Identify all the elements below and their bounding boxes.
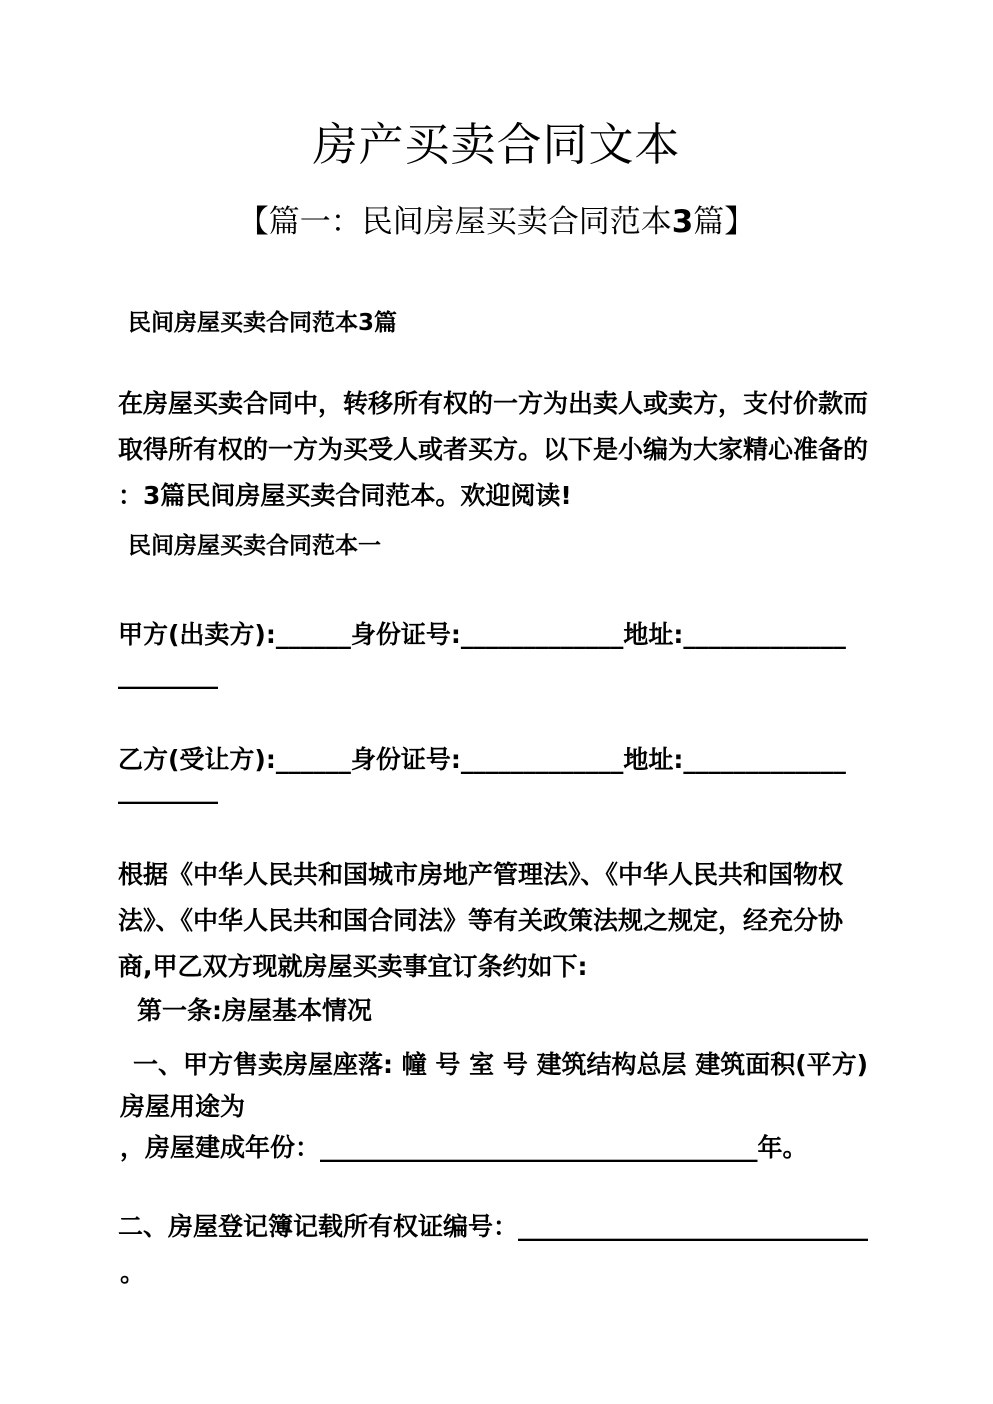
article-one-item-one-line-2: 房屋用途为: [120, 1092, 246, 1121]
party-b-fill-line-continuation: ________: [118, 775, 218, 804]
build-year-blank: ___________________________________: [320, 1133, 758, 1162]
document-title: 房产买卖合同文本: [312, 118, 681, 171]
section-one-heading-suffix: 篇】: [693, 204, 756, 240]
sample-collection-heading: 民间房屋买卖合同范本3篇: [128, 310, 398, 336]
legal-line-3: 商,甲乙双方现就房屋买卖事宜订条约如下:: [118, 952, 588, 981]
article-one-item-one-line-1: 一、甲方售卖房屋座落: 幢 号 室 号 建筑结构总层 建筑面积(平方): [133, 1050, 869, 1079]
section-one-heading-prefix: 【篇一：民间房屋买卖合同范本: [237, 204, 672, 240]
build-year-label: ，房屋建成年份：: [120, 1133, 321, 1162]
intro-line-1: 在房屋买卖合同中，转移所有权的一方为出卖人或卖方，支付价款而: [118, 389, 869, 418]
legal-line-2: 法》、《中华人民共和国合同法》等有关政策法规之规定，经充分协: [118, 906, 844, 935]
party-a-fill-line: 甲方(出卖方):______身份证号:_____________地址:_____________: [118, 620, 846, 649]
trailing-period: 。: [120, 1258, 146, 1287]
article-one-heading: 第一条:房屋基本情况: [137, 996, 372, 1025]
section-one-heading: [0, 198, 993, 246]
item-two-blank: ____________________________: [518, 1212, 869, 1241]
intro-paragraph: [118, 381, 880, 519]
section-one-heading-number: 3: [671, 204, 694, 240]
build-year-fill-line: [120, 1131, 808, 1165]
intro-line-2: 取得所有权的一方为买受人或者买方。以下是小编为大家精心准备的: [118, 435, 869, 464]
party-b-fill-line: 乙方(受让方):______身份证号:_____________地址:_____________: [118, 745, 846, 774]
item-two-label: 二、房屋登记簿记载所有权证编号：: [118, 1212, 519, 1241]
build-year-suffix: 年。: [757, 1133, 808, 1162]
article-one-item-two-line: [118, 1210, 868, 1244]
legal-basis-paragraph: [118, 852, 880, 990]
party-a-fill-line-continuation: ________: [118, 660, 218, 689]
legal-line-1: 根据《中华人民共和国城市房地产管理法》、《中华人民共和国物权: [118, 860, 844, 889]
sample-one-heading: 民间房屋买卖合同范本一: [128, 533, 381, 559]
intro-line-3: ：3篇民间房屋买卖合同范本。欢迎阅读!: [118, 481, 572, 510]
